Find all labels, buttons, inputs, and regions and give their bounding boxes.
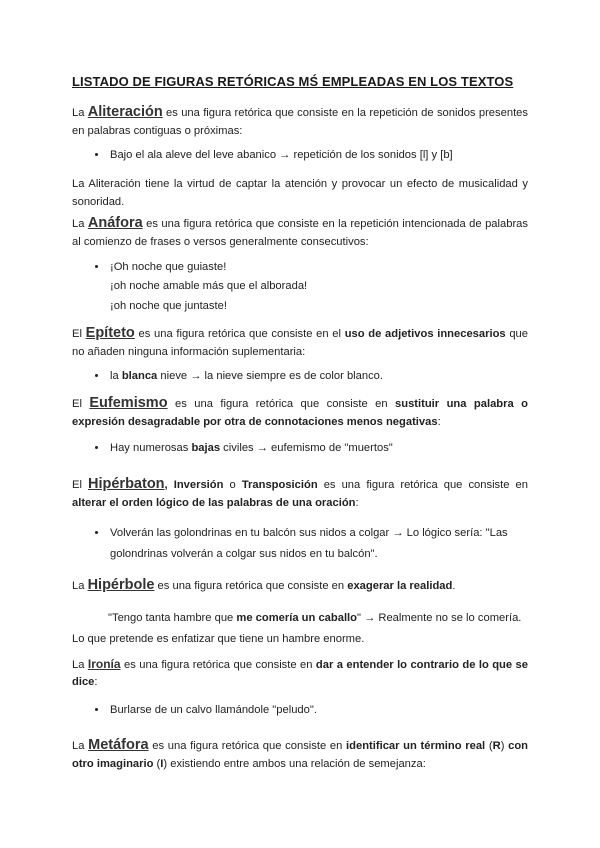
section-hiperbaton xyxy=(72,473,528,564)
aliteracion-definition: La Aliteración es una figura retórica que consiste en la repetición de sonidos presentes en palabras contiguas o próximas: xyxy=(72,104,528,138)
term-hiperbaton: Hipérbaton xyxy=(88,476,165,492)
epiteto-examples xyxy=(72,368,528,385)
section-ironia xyxy=(72,655,528,719)
section-epiteto xyxy=(72,322,528,385)
section-eufemismo xyxy=(72,392,528,457)
section-anafora xyxy=(72,212,528,317)
epiteto-definition: El Epíteto es una figura retórica que consiste en el uso de adjetivos innecesarios que no añaden ninguna información suplementaria: xyxy=(72,325,529,359)
list-item: • Burlarse de un calvo llamándole "peludo". xyxy=(108,702,528,719)
hiperbole-example: "Tengo tanta hambre que me comería un caballo" → Realmente no se lo comería. Lo que pretende es enfatizar que tiene un hambre enorme. xyxy=(72,612,522,645)
metafora-definition: La Metáfora es una figura retórica que consiste en identificar un término real (R) con otro imaginario (I) existiendo entre ambos una relación de semejanza: xyxy=(72,737,528,771)
section-aliteracion xyxy=(72,101,528,211)
eufemismo-examples xyxy=(72,440,528,457)
ironia-definition: La Ironía es una figura retórica que consiste en dar a entender lo contrario de lo que se dice: xyxy=(72,657,528,689)
hiperbaton-examples xyxy=(72,523,528,564)
list-item: • la blanca nieve → la nieve siempre es de color blanco. xyxy=(108,368,528,385)
list-item: • ¡Oh noche que guiaste! ¡oh noche amable más que el alborada! ¡oh noche que juntaste! xyxy=(108,258,528,317)
list-item: • Bajo el ala aleve del leve abanico → repetición de los sonidos [l] y [b] xyxy=(108,147,528,164)
section-hiperbole xyxy=(72,574,528,649)
aliteracion-examples xyxy=(72,147,528,164)
page-title: LISTADO DE FIGURAS RETÓRICAS MŚ EMPLEADAS EN LOS TEXTOS xyxy=(72,74,514,89)
hiperbaton-definition: El Hipérbaton, Inversión o Transposición es una figura retórica que consiste en alterar el orden lógico de las palabras de una oración: xyxy=(72,476,528,510)
term-eufemismo: Eufemismo xyxy=(89,395,168,411)
anafora-examples xyxy=(72,258,528,317)
list-item: • Volverán las golondrinas en tu balcón sus nidos a colgar → Lo lógico sería: "Las golondrinas volverán a colgar sus nidos en tu balcón". xyxy=(108,523,528,564)
eufemismo-definition: El Eufemismo es una figura retórica que consiste en sustituir una palabra o expresión desagradable por otra de connotaciones menos negativas: xyxy=(72,395,528,429)
term-ironia: Ironía xyxy=(87,657,121,671)
term-metafora: Metáfora xyxy=(88,737,149,753)
aliteracion-note: La Aliteración tiene la virtud de captar la atención y provocar un efecto de musicalidad y sonoridad. xyxy=(72,178,528,208)
hiperbole-definition: La Hipérbole es una figura retórica que consiste en exagerar la realidad. xyxy=(72,577,456,593)
term-anafora: Anáfora xyxy=(87,215,143,231)
term-hiperbole: Hipérbole xyxy=(87,577,155,593)
ironia-examples xyxy=(72,702,528,719)
section-metafora xyxy=(72,734,528,774)
list-item: • Hay numerosas bajas civiles → eufemismo de "muertos" xyxy=(108,440,528,457)
anafora-definition: La Anáfora es una figura retórica que consiste en la repetición intencionada de palabras al comienzo de frases o versos generalmente consecutivos: xyxy=(72,215,528,249)
term-aliteracion: Aliteración xyxy=(87,104,163,120)
term-epiteto: Epíteto xyxy=(85,325,135,341)
